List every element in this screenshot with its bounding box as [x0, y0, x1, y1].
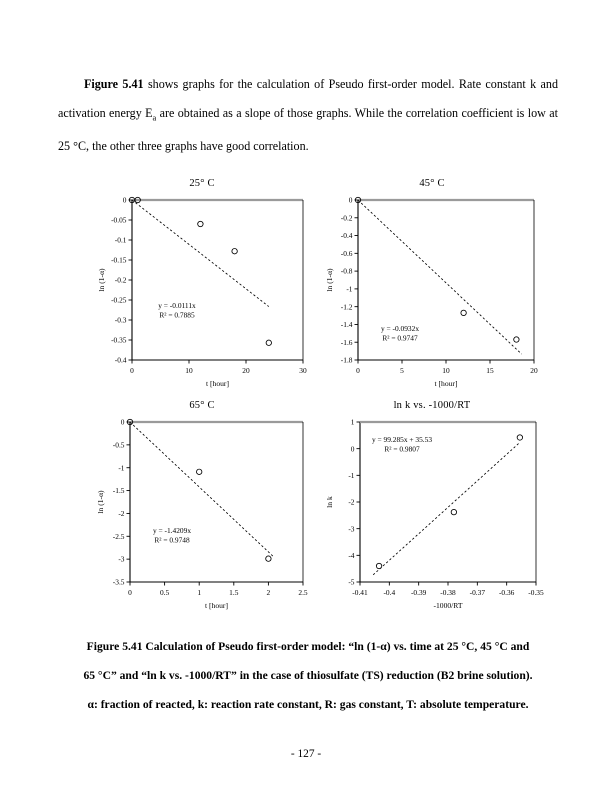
intro-paragraph — [58, 70, 558, 161]
figure-panel-group — [0, 175, 612, 625]
svg-text:10: 10 — [442, 366, 450, 375]
svg-text:-2: -2 — [118, 509, 125, 519]
svg-text:0: 0 — [356, 366, 360, 375]
figure-reference-bold: Figure 5.41 — [84, 77, 144, 91]
svg-text:-1.8: -1.8 — [340, 355, 353, 365]
svg-text:-1: -1 — [118, 463, 125, 473]
figure-caption — [58, 632, 558, 719]
svg-text:-0.15: -0.15 — [111, 255, 127, 265]
paragraph-line1-rest: shows graphs for the calculation of Pseudo first-order model. Rate constant — [143, 77, 526, 91]
svg-text:20: 20 — [242, 366, 250, 375]
svg-text:-0.2: -0.2 — [340, 213, 353, 223]
chart-lnk — [322, 400, 572, 620]
svg-text:-0.39: -0.39 — [410, 588, 427, 597]
svg-text:-0.35: -0.35 — [111, 335, 127, 345]
svg-text:5: 5 — [400, 366, 404, 375]
svg-text:0: 0 — [350, 444, 355, 454]
svg-text:t [hour]: t [hour] — [205, 601, 228, 610]
svg-text:y = 99.285x + 35.53: y = 99.285x + 35.53 — [371, 435, 433, 444]
svg-text:-1.2: -1.2 — [340, 302, 353, 312]
svg-text:-0.25: -0.25 — [111, 295, 127, 305]
svg-text:-0.1: -0.1 — [114, 235, 127, 245]
svg-text:10: 10 — [185, 366, 193, 375]
svg-text:0: 0 — [130, 366, 134, 375]
svg-text:-5: -5 — [348, 577, 355, 587]
svg-text:-1.4: -1.4 — [340, 320, 353, 330]
svg-text:-0.38: -0.38 — [440, 588, 456, 597]
svg-text:-2: -2 — [348, 497, 355, 507]
svg-text:0.5: 0.5 — [159, 588, 170, 597]
svg-text:-1: -1 — [348, 470, 355, 480]
paragraph-line3: is low at 25 °C, the other three graphs have good correlation. — [58, 106, 558, 154]
svg-text:-0.36: -0.36 — [498, 588, 515, 597]
svg-text:-4: -4 — [348, 550, 355, 560]
svg-text:-0.4: -0.4 — [340, 231, 353, 241]
chart-25c-svg — [92, 178, 342, 388]
svg-text:y = -0.0111x: y = -0.0111x — [158, 301, 196, 310]
svg-text:-1.6: -1.6 — [340, 337, 353, 347]
svg-text:15: 15 — [486, 366, 494, 375]
svg-text:30: 30 — [299, 366, 307, 375]
svg-text:t [hour]: t [hour] — [206, 379, 229, 388]
caption-line-1: Figure 5.41 Calculation of Pseudo first-order model: “ln (1-α) vs. time at 25 °C, 45 °C and — [86, 640, 530, 653]
svg-text:R² = 0.9748: R² = 0.9748 — [154, 535, 190, 545]
svg-text:ln (1-α): ln (1-α) — [96, 490, 105, 514]
chart-65c-svg — [92, 400, 342, 610]
svg-text:ln (1-α): ln (1-α) — [325, 268, 334, 292]
svg-text:-0.3: -0.3 — [114, 315, 127, 325]
chart-65c-title: 65° C — [189, 400, 215, 411]
svg-text:0: 0 — [348, 195, 353, 205]
svg-text:-1000/RT: -1000/RT — [433, 601, 463, 610]
svg-text:1: 1 — [197, 588, 202, 597]
chart-45c-svg — [322, 178, 572, 388]
body-text-block — [58, 70, 558, 161]
chart-lnk-svg — [322, 400, 572, 610]
svg-text:-3: -3 — [348, 524, 355, 534]
svg-text:-0.4: -0.4 — [114, 355, 127, 365]
svg-text:0: 0 — [122, 195, 127, 205]
svg-text:y = -1.4209x: y = -1.4209x — [152, 526, 192, 535]
svg-text:-0.6: -0.6 — [340, 248, 353, 258]
svg-text:20: 20 — [530, 366, 538, 375]
chart-45c — [322, 178, 572, 398]
svg-text:R² = 0.7885: R² = 0.7885 — [159, 310, 195, 320]
svg-text:y = -0.0932x: y = -0.0932x — [380, 324, 420, 333]
svg-text:1.5: 1.5 — [229, 588, 239, 597]
caption-line-3: α: fraction of reacted, k: reaction rate constant, R: gas constant, T: absolute temperature. — [87, 698, 529, 711]
svg-text:-3.5: -3.5 — [112, 577, 125, 587]
caption-line-2: 65 °C” and “ln k vs. -1000/RT” in the case of thiosulfate (TS) reduction (B2 brine solution). — [83, 669, 533, 682]
svg-text:-1.5: -1.5 — [112, 486, 125, 496]
svg-text:-1: -1 — [346, 284, 353, 294]
chart-25c-title: 25° C — [189, 178, 215, 189]
svg-text:ln k: ln k — [325, 496, 334, 508]
svg-text:-0.4: -0.4 — [383, 588, 396, 597]
svg-text:-3: -3 — [118, 554, 125, 564]
svg-text:t [hour]: t [hour] — [434, 379, 458, 388]
svg-text:1: 1 — [350, 417, 355, 427]
svg-text:-0.5: -0.5 — [112, 440, 125, 450]
chart-45c-title: 45° C — [419, 178, 445, 189]
chart-65c — [92, 400, 342, 620]
page-number: - 127 - — [290, 748, 322, 760]
svg-text:0: 0 — [120, 417, 125, 427]
svg-text:R² = 0.9807: R² = 0.9807 — [384, 444, 420, 454]
paragraph-line2-b: are obtained as a slope of those graphs. While the correlation coefficient — [156, 106, 513, 120]
chart-lnk-title: ln k vs. -1000/RT — [393, 400, 471, 411]
subscript-a: a — [152, 113, 157, 123]
svg-text:-0.2: -0.2 — [114, 275, 127, 285]
svg-text:-0.41: -0.41 — [352, 588, 368, 597]
svg-text:-0.05: -0.05 — [111, 215, 127, 225]
svg-text:2.5: 2.5 — [298, 588, 308, 597]
paragraph-line2-a: k and activation energy E — [58, 77, 558, 120]
svg-text:2: 2 — [266, 588, 271, 597]
svg-text:-0.35: -0.35 — [528, 588, 544, 597]
svg-text:-0.8: -0.8 — [340, 266, 353, 276]
svg-text:R² = 0.9747: R² = 0.9747 — [382, 333, 418, 343]
svg-text:-0.37: -0.37 — [469, 588, 486, 597]
svg-text:0: 0 — [128, 588, 132, 597]
chart-25c — [92, 178, 342, 398]
svg-text:ln (1-α): ln (1-α) — [97, 268, 106, 292]
svg-text:-2.5: -2.5 — [112, 531, 125, 541]
